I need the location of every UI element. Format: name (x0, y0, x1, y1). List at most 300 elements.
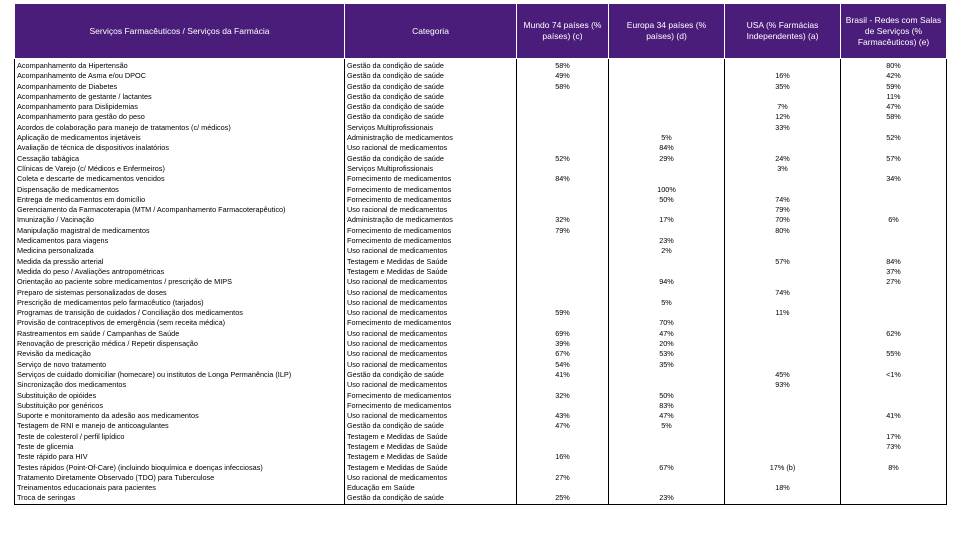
service-cell: Acompanhamento de gestante / lactantes (15, 92, 345, 102)
europe-value-cell: 50% (609, 195, 725, 205)
service-cell: Substituição por genéricos (15, 401, 345, 411)
world-value-cell (517, 288, 609, 298)
world-value-cell (517, 92, 609, 102)
service-cell: Imunização / Vacinação (15, 215, 345, 225)
usa-value-cell (725, 442, 841, 452)
world-value-cell (517, 112, 609, 122)
service-cell: Substituição de opióides (15, 391, 345, 401)
table-row (15, 164, 947, 174)
service-cell: Testes rápidos (Point-Of-Care) (incluindo bioquímica e doenças infecciosas) (15, 463, 345, 473)
brazil-value-cell (841, 246, 947, 256)
category-cell: Gestão da condição de saúde (345, 71, 517, 81)
category-cell: Administração de medicamentos (345, 133, 517, 143)
pharmacy-services-table (14, 3, 947, 505)
brazil-value-cell (841, 318, 947, 328)
world-value-cell (517, 195, 609, 205)
category-cell: Uso racional de medicamentos (345, 277, 517, 287)
europe-value-cell: 67% (609, 463, 725, 473)
table-row (15, 380, 947, 390)
table-row (15, 112, 947, 122)
europe-value-cell: 17% (609, 215, 725, 225)
usa-value-cell (725, 339, 841, 349)
brazil-value-cell (841, 493, 947, 504)
usa-value-cell: 79% (725, 205, 841, 215)
usa-value-cell: 74% (725, 195, 841, 205)
brazil-value-cell: 47% (841, 102, 947, 112)
category-cell: Testagem e Medidas de Saúde (345, 267, 517, 277)
europe-value-cell: 35% (609, 360, 725, 370)
brazil-value-cell (841, 123, 947, 133)
category-cell: Fornecimento de medicamentos (345, 226, 517, 236)
usa-value-cell (725, 236, 841, 246)
europe-value-cell: 5% (609, 298, 725, 308)
brazil-value-cell: 52% (841, 133, 947, 143)
europe-value-cell (609, 452, 725, 462)
brazil-value-cell: 58% (841, 112, 947, 122)
usa-value-cell: 93% (725, 380, 841, 390)
europe-value-cell (609, 59, 725, 72)
service-cell: Serviço de novo tratamento (15, 360, 345, 370)
world-value-cell (517, 380, 609, 390)
category-cell: Administração de medicamentos (345, 215, 517, 225)
brazil-value-cell: 41% (841, 411, 947, 421)
europe-value-cell: 50% (609, 391, 725, 401)
world-value-cell: 67% (517, 349, 609, 359)
europe-value-cell (609, 82, 725, 92)
category-cell: Uso racional de medicamentos (345, 143, 517, 153)
world-value-cell (517, 298, 609, 308)
table-row (15, 483, 947, 493)
brazil-value-cell (841, 308, 947, 318)
service-cell: Medicina personalizada (15, 246, 345, 256)
category-cell: Testagem e Medidas de Saúde (345, 452, 517, 462)
service-cell: Troca de seringas (15, 493, 345, 504)
world-value-cell: 27% (517, 473, 609, 483)
service-cell: Medicamentos para viagens (15, 236, 345, 246)
brazil-value-cell (841, 205, 947, 215)
service-cell: Tratamento Diretamente Observado (TDO) para Tuberculose (15, 473, 345, 483)
category-cell: Uso racional de medicamentos (345, 205, 517, 215)
world-value-cell: 32% (517, 391, 609, 401)
category-cell: Uso racional de medicamentos (345, 411, 517, 421)
europe-value-cell (609, 442, 725, 452)
world-value-cell: 58% (517, 59, 609, 72)
brazil-value-cell: 73% (841, 442, 947, 452)
brazil-value-cell: <1% (841, 370, 947, 380)
service-cell: Serviços de cuidado domiciliar (homecare) ou institutos de Longa Permanência (ILP) (15, 370, 345, 380)
europe-value-cell (609, 267, 725, 277)
world-value-cell: 59% (517, 308, 609, 318)
brazil-value-cell: 37% (841, 267, 947, 277)
usa-value-cell (725, 432, 841, 442)
europe-value-cell (609, 473, 725, 483)
service-cell: Treinamentos educacionais para pacientes (15, 483, 345, 493)
brazil-value-cell: 6% (841, 215, 947, 225)
table-row (15, 329, 947, 339)
europe-value-cell (609, 308, 725, 318)
usa-value-cell: 7% (725, 102, 841, 112)
category-cell: Gestão da condição de saúde (345, 102, 517, 112)
service-cell: Dispensação de medicamentos (15, 185, 345, 195)
service-cell: Manipulação magistral de medicamentos (15, 226, 345, 236)
category-cell: Gestão da condição de saúde (345, 370, 517, 380)
usa-value-cell (725, 360, 841, 370)
table-row (15, 236, 947, 246)
europe-value-cell (609, 174, 725, 184)
table-body (15, 59, 947, 505)
service-cell: Teste rápido para HIV (15, 452, 345, 462)
world-value-cell (517, 246, 609, 256)
usa-value-cell (725, 267, 841, 277)
world-value-cell (517, 236, 609, 246)
table-row (15, 185, 947, 195)
table-row (15, 370, 947, 380)
category-cell: Testagem e Medidas de Saúde (345, 463, 517, 473)
world-value-cell (517, 133, 609, 143)
category-cell: Fornecimento de medicamentos (345, 391, 517, 401)
europe-value-cell: 5% (609, 421, 725, 431)
europe-value-cell: 23% (609, 236, 725, 246)
brazil-value-cell (841, 195, 947, 205)
category-cell: Uso racional de medicamentos (345, 473, 517, 483)
category-cell: Gestão da condição de saúde (345, 59, 517, 72)
table-row (15, 401, 947, 411)
brazil-value-cell (841, 298, 947, 308)
usa-value-cell (725, 133, 841, 143)
europe-value-cell (609, 257, 725, 267)
table-row (15, 215, 947, 225)
usa-value-cell (725, 411, 841, 421)
world-value-cell: 25% (517, 493, 609, 504)
header-service: Serviços Farmacêuticos / Serviços da Farmácia (15, 4, 345, 59)
usa-value-cell: 18% (725, 483, 841, 493)
service-cell: Teste de glicemia (15, 442, 345, 452)
usa-value-cell (725, 92, 841, 102)
world-value-cell (517, 318, 609, 328)
table-row (15, 71, 947, 81)
category-cell: Gestão da condição de saúde (345, 154, 517, 164)
category-cell: Fornecimento de medicamentos (345, 185, 517, 195)
europe-value-cell: 29% (609, 154, 725, 164)
world-value-cell (517, 401, 609, 411)
europe-value-cell (609, 380, 725, 390)
table-row (15, 82, 947, 92)
world-value-cell: 16% (517, 452, 609, 462)
table-row (15, 339, 947, 349)
world-value-cell: 43% (517, 411, 609, 421)
category-cell: Uso racional de medicamentos (345, 298, 517, 308)
europe-value-cell (609, 102, 725, 112)
category-cell: Fornecimento de medicamentos (345, 318, 517, 328)
usa-value-cell (725, 493, 841, 504)
usa-value-cell: 33% (725, 123, 841, 133)
usa-value-cell (725, 452, 841, 462)
world-value-cell (517, 277, 609, 287)
brazil-value-cell: 27% (841, 277, 947, 287)
service-cell: Gerenciamento da Farmacoterapia (MTM / Acompanhamento Farmacoterapêutico) (15, 205, 345, 215)
service-cell: Aplicação de medicamentos injetáveis (15, 133, 345, 143)
usa-value-cell (725, 421, 841, 431)
usa-value-cell: 3% (725, 164, 841, 174)
usa-value-cell: 17% (b) (725, 463, 841, 473)
table-row (15, 391, 947, 401)
usa-value-cell: 16% (725, 71, 841, 81)
category-cell: Gestão da condição de saúde (345, 421, 517, 431)
usa-value-cell: 11% (725, 308, 841, 318)
table-row (15, 226, 947, 236)
service-cell: Suporte e monitoramento da adesão aos medicamentos (15, 411, 345, 421)
europe-value-cell: 47% (609, 411, 725, 421)
europe-value-cell (609, 112, 725, 122)
europe-value-cell (609, 370, 725, 380)
table-row (15, 360, 947, 370)
brazil-value-cell: 55% (841, 349, 947, 359)
service-cell: Coleta e descarte de medicamentos vencidos (15, 174, 345, 184)
brazil-value-cell: 8% (841, 463, 947, 473)
table-row (15, 421, 947, 431)
europe-value-cell: 23% (609, 493, 725, 504)
europe-value-cell: 47% (609, 329, 725, 339)
world-value-cell (517, 483, 609, 493)
brazil-value-cell (841, 452, 947, 462)
world-value-cell (517, 185, 609, 195)
world-value-cell: 58% (517, 82, 609, 92)
world-value-cell (517, 267, 609, 277)
europe-value-cell (609, 92, 725, 102)
usa-value-cell (725, 246, 841, 256)
header-world: Mundo 74 países (% países) (c) (517, 4, 609, 59)
category-cell: Fornecimento de medicamentos (345, 174, 517, 184)
category-cell: Fornecimento de medicamentos (345, 236, 517, 246)
table-row (15, 463, 947, 473)
service-cell: Acompanhamento da Hipertensão (15, 59, 345, 72)
service-cell: Provisão de contraceptivos de emergência (sem receita médica) (15, 318, 345, 328)
europe-value-cell (609, 71, 725, 81)
usa-value-cell (725, 59, 841, 72)
service-cell: Renovação de prescrição médica / Repetir dispensação (15, 339, 345, 349)
table-row (15, 432, 947, 442)
service-cell: Sincronização dos medicamentos (15, 380, 345, 390)
table-header-row (15, 4, 947, 59)
usa-value-cell: 74% (725, 288, 841, 298)
usa-value-cell (725, 277, 841, 287)
brazil-value-cell (841, 143, 947, 153)
service-cell: Preparo de sistemas personalizados de doses (15, 288, 345, 298)
usa-value-cell: 70% (725, 215, 841, 225)
category-cell: Serviços Multiprofissionais (345, 164, 517, 174)
service-cell: Medida da pressão arterial (15, 257, 345, 267)
europe-value-cell (609, 288, 725, 298)
service-cell: Clínicas de Varejo (c/ Médicos e Enfermeiros) (15, 164, 345, 174)
brazil-value-cell (841, 391, 947, 401)
europe-value-cell (609, 123, 725, 133)
service-cell: Entrega de medicamentos em domicílio (15, 195, 345, 205)
category-cell: Fornecimento de medicamentos (345, 195, 517, 205)
world-value-cell (517, 123, 609, 133)
service-cell: Acordos de colaboração para manejo de tratamentos (c/ médicos) (15, 123, 345, 133)
usa-value-cell: 12% (725, 112, 841, 122)
usa-value-cell (725, 185, 841, 195)
world-value-cell: 52% (517, 154, 609, 164)
world-value-cell: 84% (517, 174, 609, 184)
table-row (15, 174, 947, 184)
category-cell: Testagem e Medidas de Saúde (345, 442, 517, 452)
header-category: Categoria (345, 4, 517, 59)
table-row (15, 205, 947, 215)
category-cell: Uso racional de medicamentos (345, 339, 517, 349)
service-cell: Prescrição de medicamentos pelo farmacêutico (tarjados) (15, 298, 345, 308)
world-value-cell: 54% (517, 360, 609, 370)
service-cell: Cessação tabágica (15, 154, 345, 164)
europe-value-cell: 100% (609, 185, 725, 195)
category-cell: Uso racional de medicamentos (345, 308, 517, 318)
table-row (15, 308, 947, 318)
service-cell: Medida do peso / Avaliações antropométricas (15, 267, 345, 277)
brazil-value-cell: 57% (841, 154, 947, 164)
brazil-value-cell (841, 483, 947, 493)
brazil-value-cell (841, 339, 947, 349)
europe-value-cell: 2% (609, 246, 725, 256)
table-row (15, 277, 947, 287)
table-row (15, 473, 947, 483)
brazil-value-cell (841, 360, 947, 370)
service-cell: Revisão da medicação (15, 349, 345, 359)
world-value-cell (517, 102, 609, 112)
europe-value-cell (609, 432, 725, 442)
table-row (15, 59, 947, 72)
table-row (15, 318, 947, 328)
table-row (15, 493, 947, 504)
service-cell: Testagem de RNI e manejo de anticoagulantes (15, 421, 345, 431)
usa-value-cell: 45% (725, 370, 841, 380)
europe-value-cell (609, 205, 725, 215)
table-row (15, 102, 947, 112)
service-cell: Acompanhamento para Dislipidemias (15, 102, 345, 112)
brazil-value-cell (841, 164, 947, 174)
header-usa: USA (% Farmácias Independentes) (a) (725, 4, 841, 59)
world-value-cell (517, 143, 609, 153)
table-row (15, 411, 947, 421)
header-brazil: Brasil - Redes com Salas de Serviços (% Farmacêuticos) (e) (841, 4, 947, 59)
world-value-cell: 69% (517, 329, 609, 339)
usa-value-cell (725, 174, 841, 184)
brazil-value-cell: 59% (841, 82, 947, 92)
brazil-value-cell: 11% (841, 92, 947, 102)
service-cell: Teste de colesterol / perfil lipídico (15, 432, 345, 442)
usa-value-cell: 35% (725, 82, 841, 92)
world-value-cell (517, 205, 609, 215)
header-europe: Europa 34 países (% países) (d) (609, 4, 725, 59)
europe-value-cell: 53% (609, 349, 725, 359)
europe-value-cell (609, 483, 725, 493)
world-value-cell: 41% (517, 370, 609, 380)
service-cell: Acompanhamento de Diabetes (15, 82, 345, 92)
world-value-cell (517, 442, 609, 452)
table-row (15, 92, 947, 102)
usa-value-cell (725, 391, 841, 401)
table-row (15, 143, 947, 153)
table-row (15, 154, 947, 164)
table-row (15, 123, 947, 133)
category-cell: Gestão da condição de saúde (345, 82, 517, 92)
world-value-cell (517, 463, 609, 473)
table-row (15, 298, 947, 308)
usa-value-cell: 80% (725, 226, 841, 236)
services-table-container (14, 3, 947, 505)
service-cell: Orientação ao paciente sobre medicamentos / prescrição de MIPS (15, 277, 345, 287)
service-cell: Acompanhamento de Asma e/ou DPOC (15, 71, 345, 81)
usa-value-cell (725, 329, 841, 339)
brazil-value-cell (841, 421, 947, 431)
category-cell: Uso racional de medicamentos (345, 246, 517, 256)
table-row (15, 133, 947, 143)
usa-value-cell (725, 143, 841, 153)
usa-value-cell: 24% (725, 154, 841, 164)
world-value-cell (517, 164, 609, 174)
brazil-value-cell (841, 380, 947, 390)
europe-value-cell (609, 226, 725, 236)
world-value-cell: 39% (517, 339, 609, 349)
world-value-cell: 79% (517, 226, 609, 236)
europe-value-cell: 83% (609, 401, 725, 411)
usa-value-cell (725, 349, 841, 359)
table-row (15, 452, 947, 462)
brazil-value-cell: 80% (841, 59, 947, 72)
europe-value-cell: 70% (609, 318, 725, 328)
category-cell: Testagem e Medidas de Saúde (345, 432, 517, 442)
category-cell: Uso racional de medicamentos (345, 380, 517, 390)
brazil-value-cell: 42% (841, 71, 947, 81)
europe-value-cell: 20% (609, 339, 725, 349)
world-value-cell: 32% (517, 215, 609, 225)
brazil-value-cell (841, 226, 947, 236)
europe-value-cell: 84% (609, 143, 725, 153)
category-cell: Gestão da condição de saúde (345, 112, 517, 122)
usa-value-cell (725, 318, 841, 328)
category-cell: Testagem e Medidas de Saúde (345, 257, 517, 267)
service-cell: Acompanhamento para gestão do peso (15, 112, 345, 122)
table-row (15, 442, 947, 452)
table-row (15, 195, 947, 205)
usa-value-cell: 57% (725, 257, 841, 267)
category-cell: Uso racional de medicamentos (345, 288, 517, 298)
table-row (15, 288, 947, 298)
table-row (15, 267, 947, 277)
brazil-value-cell: 62% (841, 329, 947, 339)
category-cell: Educação em Saúde (345, 483, 517, 493)
usa-value-cell (725, 401, 841, 411)
category-cell: Uso racional de medicamentos (345, 360, 517, 370)
world-value-cell: 49% (517, 71, 609, 81)
category-cell: Serviços Multiprofissionais (345, 123, 517, 133)
service-cell: Programas de transição de cuidados / Conciliação dos medicamentos (15, 308, 345, 318)
world-value-cell (517, 432, 609, 442)
table-row (15, 349, 947, 359)
table-row (15, 257, 947, 267)
brazil-value-cell: 17% (841, 432, 947, 442)
europe-value-cell (609, 164, 725, 174)
usa-value-cell (725, 473, 841, 483)
category-cell: Fornecimento de medicamentos (345, 401, 517, 411)
service-cell: Rastreamentos em saúde / Campanhas de Saúde (15, 329, 345, 339)
europe-value-cell: 94% (609, 277, 725, 287)
brazil-value-cell: 34% (841, 174, 947, 184)
brazil-value-cell (841, 288, 947, 298)
brazil-value-cell: 84% (841, 257, 947, 267)
category-cell: Gestão da condição de saúde (345, 493, 517, 504)
usa-value-cell (725, 298, 841, 308)
category-cell: Uso racional de medicamentos (345, 329, 517, 339)
